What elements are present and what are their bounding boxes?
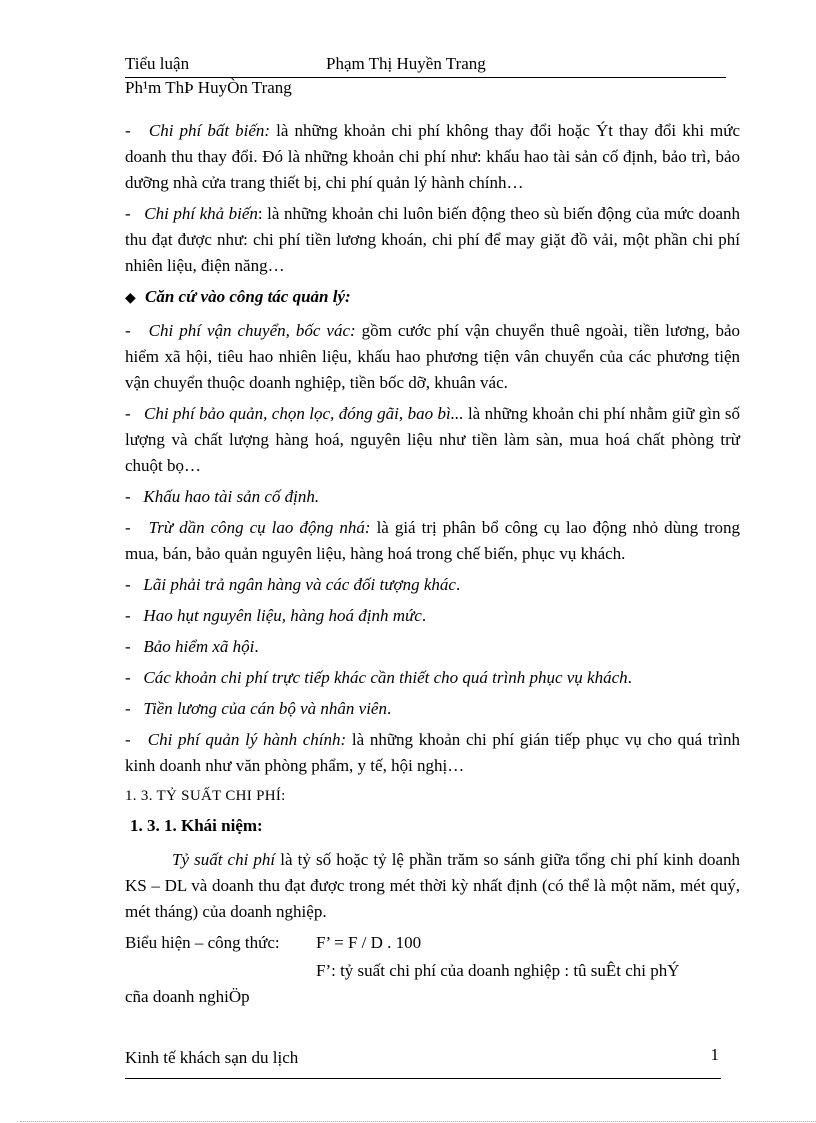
- page-footer: [125, 1045, 725, 1070]
- diamond-bullet-icon: ◆: [125, 291, 136, 306]
- term: Chi phí vận chuyển, bốc vác:: [148, 321, 356, 340]
- formula-note-continued: cña doanh nghiÖp: [125, 987, 250, 1006]
- formula-note: F’: tỷ suất chi phí của doanh nghiệp : tû suÊt chi phÝ: [316, 961, 680, 980]
- paragraph-interest: - Lãi phải trả ngân hàng và các đối tượng khác.: [125, 575, 461, 594]
- paragraph-direct-cost: - Các khoản chi phí trực tiếp khác cần thiết cho quá trình phục vụ khách.: [125, 668, 632, 687]
- footer-rule: [125, 1078, 721, 1079]
- paragraph-storage-cost: - Chi phí bảo quản, chọn lọc, đóng gãi, bao bì... là những khoản chi phí nhằm giữ gìn số lượng và chất lượng hàng hoá, nguyên liệu như tiền làm sàn, mua hoá chất phòng trừ chuột bọ…: [125, 404, 741, 475]
- term: Tỷ suất chi phí: [172, 850, 276, 869]
- header-author: Phạm Thị Huyền Trang: [326, 54, 486, 73]
- document-body: [125, 118, 740, 1015]
- paragraph-variable-cost: - Chi phí khả biến: là những khoản chi luôn biến động theo sù biến động của mức doanh thu đạt được như: chi phí tiền lương khoán, chi phí để may giặt đồ vải, một phần chi phí nhiên liệu, điện năng…: [125, 204, 740, 275]
- term: Chi phí bảo quản, chọn lọc, đóng gãi, bao bì...: [144, 404, 464, 423]
- page-edge-divider: [20, 1121, 816, 1122]
- term: Lãi phải trả ngân hàng và các đối tượng khác: [143, 575, 456, 594]
- paragraph-insurance: - Bảo hiểm xã hội.: [125, 637, 259, 656]
- header-garbled-text: Ph¹m ThÞ HuyÒn Trang: [125, 78, 292, 97]
- paragraph-depreciation: - Khấu hao tài sản cố định.: [125, 487, 320, 506]
- subsection-title: 1. 3. 1. Khái niệm:: [130, 816, 263, 835]
- paragraph-salary: - Tiền lương của cán bộ và nhân viên.: [125, 699, 392, 718]
- term: Tiền lương của cán bộ và nhân viên: [143, 699, 387, 718]
- paragraph-fixed-cost: - Chi phí bất biến: là những khoản chi phí không thay đổi hoặc Ýt thay đổi khi mức doanh thu thay đổi. Đó là những khoản chi phí như: khấu hao tài sản cố định, bảo trì, bảo dưỡng nhà cửa trang thiết bị, chi phí quản lý hành chính…: [125, 121, 740, 192]
- paragraph-admin-cost: - Chi phí quản lý hành chính: là những khoản chi phí gián tiếp phục vụ cho quá trình kinh doanh như văn phòng phẩm, y tế, hội nghị…: [125, 730, 740, 775]
- formula: F’ = F / D . 100: [316, 933, 422, 952]
- term: Chi phí quản lý hành chính:: [147, 730, 347, 749]
- term: Hao hụt nguyên liệu, hàng hoá định mức: [143, 606, 422, 625]
- paragraph-tools: - Trừ dần công cụ lao động nhá: là giá trị phân bổ công cụ lao động nhỏ dùng trong mua, bán, bảo quản nguyên liệu, hàng hoá trong chế biến, phục vụ khách.: [125, 518, 740, 563]
- footer-title: Kinh tế khách sạn du lịch: [125, 1048, 299, 1067]
- formula-label: Biểu hiện – công thức:: [125, 933, 280, 952]
- page-header: [125, 54, 725, 76]
- header-left: Tiểu luận: [125, 54, 190, 73]
- paragraph-transport-cost: - Chi phí vận chuyển, bốc vác: gồm cước phí vận chuyển thuê ngoài, tiền lương, bảo hiểm xã hội, tiêu hao nhiên liệu, khấu hao phương tiện vân chuyển của các phương tiện vận chuyển thuộc doanh nghiệp, tiền bốc dỡ, khuân vác.: [125, 321, 741, 392]
- term: Chi phí khả biến: [144, 204, 258, 223]
- bullet-heading: ◆ Căn cứ vào công tác quản lý:: [125, 284, 740, 312]
- term: Các khoản chi phí trực tiếp khác cần thiết cho quá trình phục vụ khách: [143, 668, 628, 687]
- section-title: 1. 3. TỶ SUẤT CHI PHÍ:: [125, 788, 286, 804]
- page-number: 1: [710, 1045, 719, 1064]
- term: Trừ dần công cụ lao động nhá:: [148, 518, 371, 537]
- term: Bảo hiểm xã hội: [143, 637, 255, 656]
- term: Khấu hao tài sản cố định.: [143, 487, 320, 506]
- paragraph-definition: Tỷ suất chi phí là tỷ số hoặc tỷ lệ phần trăm so sánh giữa tổng chi phí kinh doanh KS – DL và doanh thu đạt được trong mét thời kỳ nhất định (có thể là một năm, mét quý, mét tháng) của doanh nghiệp.: [125, 850, 740, 921]
- paragraph-loss: - Hao hụt nguyên liệu, hàng hoá định mức.: [125, 606, 427, 625]
- term: Chi phí bất biến:: [148, 121, 271, 140]
- formula-row: [125, 930, 740, 958]
